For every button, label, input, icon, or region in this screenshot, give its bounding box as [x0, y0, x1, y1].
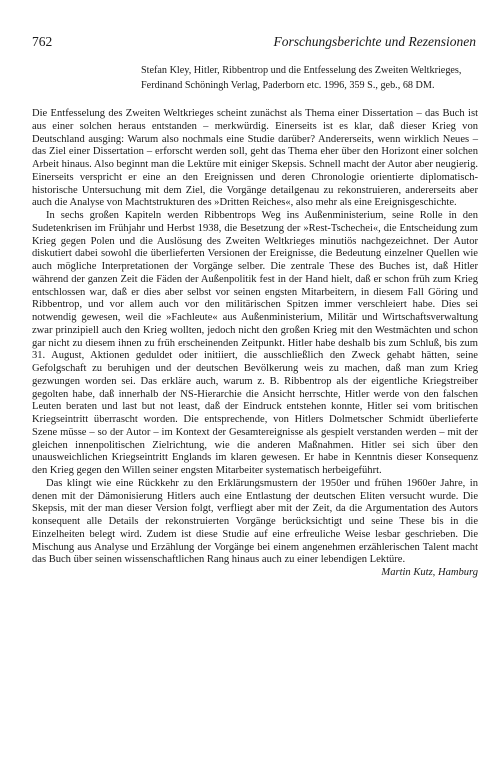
book-citation	[141, 64, 480, 93]
citation-line: Stefan Kley, Hitler, Ribbentrop und die Entfesselung des Zweiten Weltkrieges,	[141, 65, 462, 76]
citation-line: Ferdinand Schöningh Verlag, Paderborn etc. 1996, 359 S., geb., 68 DM.	[141, 79, 435, 91]
page-header	[32, 34, 476, 52]
reviewer-signature: Martin Kutz, Hamburg	[381, 567, 478, 578]
page-number: 762	[32, 34, 53, 49]
running-head: Forschungsberichte und Rezensionen	[273, 34, 476, 49]
paragraph: In sechs großen Kapiteln werden Ribbentrops Weg ins Außenministerium, seine Rolle in den Sudetenkrisen im Frühjahr und Herbst 1938, die Besetzung der »Rest-Tschechei«, die Entscheidung zum Krieg gegen Polen und die Auslösung des Zweiten Weltkrieges minutiös nachgezeichnet. Der Autor diskutiert dabei sowohl die überlieferten Versionen der Ereignisse, die Bedeutung einzelner Quellen wie auch mögliche Interpretationen der Vorgänge selber. Die zentrale These des Buches ist, daß Hitler während der ganzen Zeit die Fäden der Außenpolitik fest in der Hand hielt, daß er schon früh zum Krieg entschlossen war, daß er dies aber selbst vor seinen engsten Mitarbeitern, in diesem Fall Göring und Ribbentrop, und vor allem auch vor den militärischen Spitzen immer verschleiert habe. Dies sei notwendig gewesen, weil die »Fachleute« aus Außenministerium, Militär und Wirtschaftsverwaltung zwar prinzipiell auch den Krieg wollten, jedoch nicht den großen Krieg mit den Westmächten und schon gar nicht zu diesem ihnen zu früh erscheinenden Zeitpunkt. Hitler habe deshalb bis zum Schluß, bis zum 31. August, Aktionen geduldet oder initiiert, die ausschließlich den Zweck gehabt hätten, seine Gefolgschaft zu beruhigen und der deutschen Bevölkerung weis zu machen, daß man zum Krieg gezwungen worden sei. Das erkläre auch, warum z. B. Ribbentrop als der eigentliche Kriegstreiber gegolten habe, daß innerhalb der NS-Hierarchie die Ansicht herrschte, Hitler werde von den falschen Leuten beraten und last but not least, daß der Eindruck entstehen konnte, Hitler sei vom britischen Kriegseintritt überrascht worden. Die entsprechende, von Hitlers Dolmetscher Schmidt überlieferte Szene müsse – so der Autor – im Kontext der Gesamtereignisse als gespielt verstanden werden – mit der gleichen innenpolitischen Zielrichtung, wie die anderen Maßnahmen. Hitler sei sich über den unausweichlichen Kriegseintritt Englands im klaren gewesen. Er habe in Kenntnis dieser Konsequenz den Krieg gegen den Willen seiner engsten Mitarbeiter systematisch herbeigeführt.	[32, 210, 478, 476]
review-body	[32, 108, 478, 580]
paragraph: Die Entfesselung des Zweiten Weltkrieges scheint zunächst als Thema einer Dissertation – das Buch ist aus einer solchen heraus entstanden – merkwürdig. Einerseits ist es klar, daß dieser Krieg von Deutschland ausging: Warum also nochmals eine Studie darüber? Andererseits, wenn wirklich Neues – das Ziel einer Dissertation – erforscht werden soll, geht das Thema eher über den Horizont einer solchen Arbeit hinaus. Also beginnt man die Lektüre mit einiger Skepsis. Schnell macht der Autor aber neugierig. Einerseits verspricht er eine an den Ereignissen und deren Chronologie orientierte diplomatisch-historische Untersuchung mit dem Ziel, die Vorgänge detailgenau zu rekonstruieren, andererseits aber auch die Analyse von Machtstrukturen des »Dritten Reiches«, also mehr als eine Ereignisgeschichte.	[32, 108, 478, 209]
paragraph: Das klingt wie eine Rückkehr zu den Erklärungsmustern der 1950er und frühen 1960er Jahre, in denen mit der Dämonisierung Hitlers auch eine Entlastung der deutschen Eliten versucht wurde. Die Skepsis, mit der man dieser Version folgt, verfliegt aber mit der Zeit, da die Argumentation des Autors konsequent alle Details der rekonstruierten Vorgänge berücksichtigt und seine These bis in die Einzelheiten belegt wird. Zudem ist diese Studie auf eine erfreuliche Weise lesbar geschrieben. Die Mischung aus Analyse und Erzählung der Vorgänge bei einem angenehmen erzählerischen Talent macht das Buch über seinen wissenschaftlichen Rang hinaus auch zu einer lebendigen Lektüre.	[32, 477, 478, 566]
